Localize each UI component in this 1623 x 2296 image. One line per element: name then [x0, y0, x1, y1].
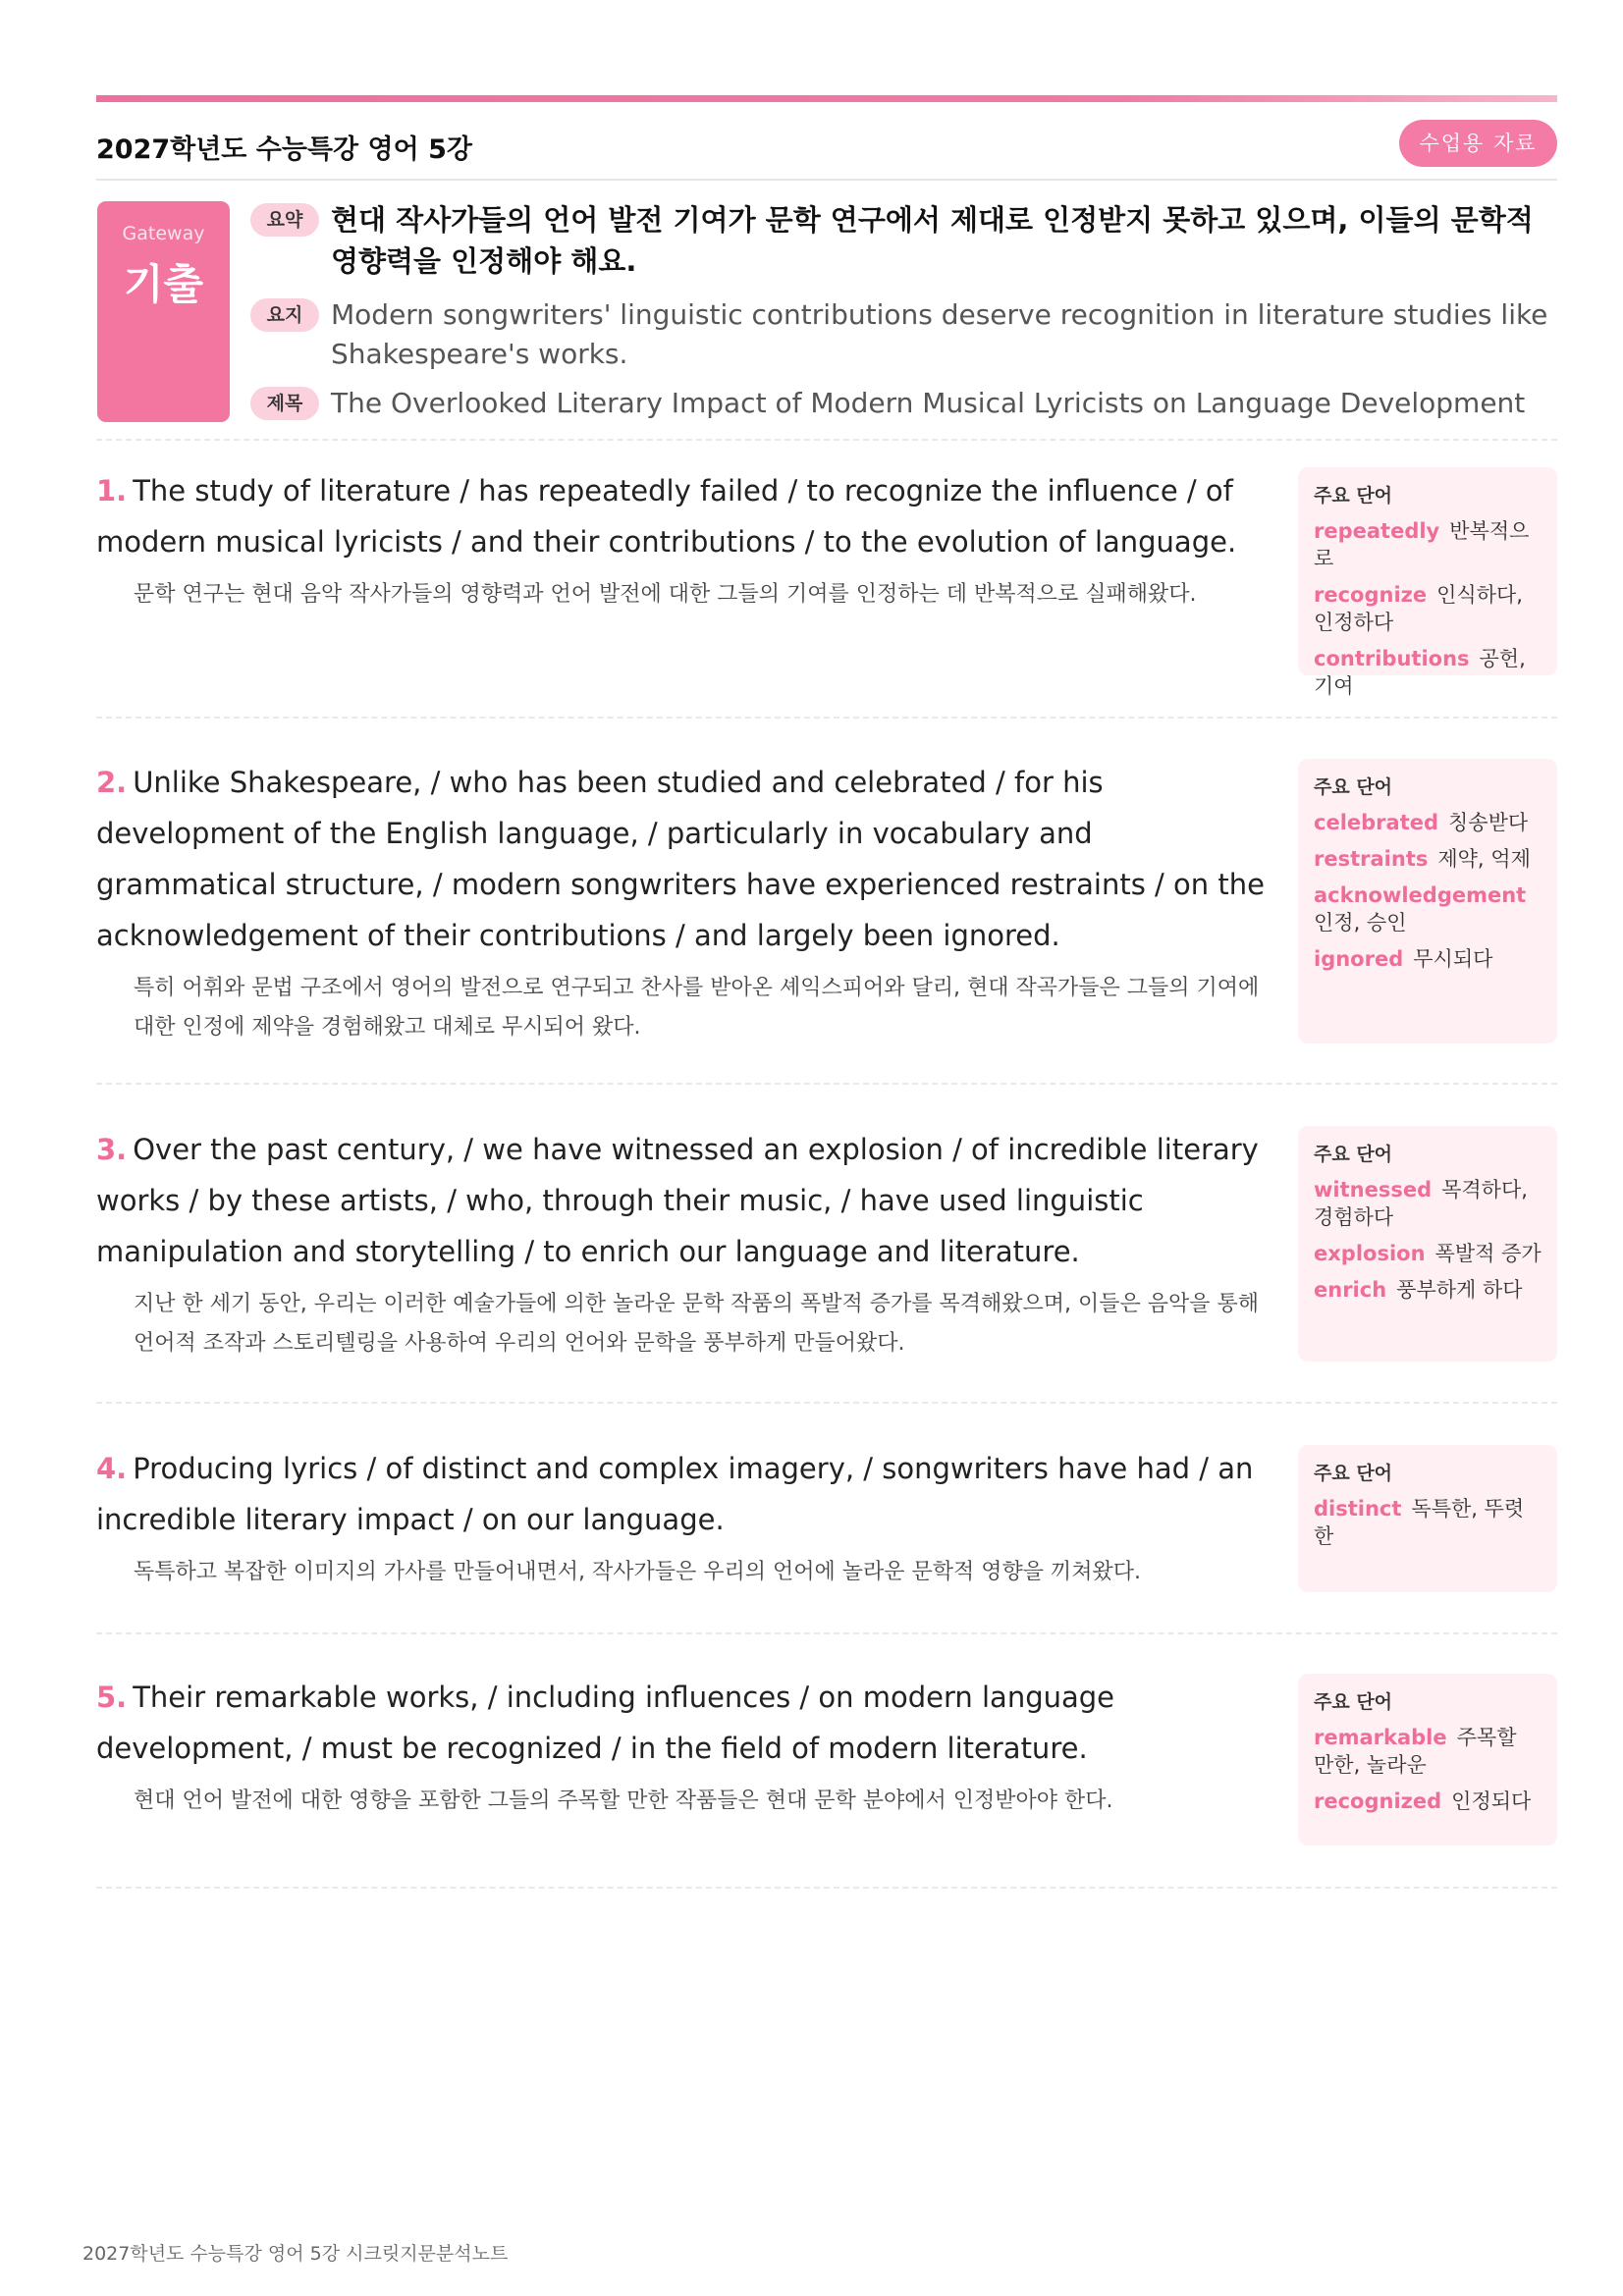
vocab-item [1314, 1176, 1542, 1231]
sentence-block [96, 1443, 1274, 1592]
sentence-korean: 지난 한 세기 동안, 우리는 이러한 예술가들에 의한 놀라운 문학 작품의 폭발적 증가를 목격해왔으며, 이들은 음악을 통해 언어적 조작과 스토리텔링을 사용하여 우리의 언어와 문학을 풍부하게 만들어왔다. [134, 1292, 1259, 1356]
sentence-number: 1. [96, 474, 128, 507]
sentence-english-text: Their remarkable works, / including influences / on modern language development, / must be recognized / in the field of modern literature. [96, 1681, 1115, 1765]
vocab-meaning: 독특한, 뚜렷한 [1314, 1497, 1525, 1548]
vocab-word: acknowledgement [1314, 883, 1527, 907]
sentence-block [96, 1672, 1274, 1821]
vocab-title: 주요 단어 [1314, 485, 1393, 507]
vocab-word: restraints [1314, 847, 1429, 871]
sentence-english-text: Unlike Shakespeare, / who has been studied and celebrated / for his development of the English language, / particularly in vocabulary and grammatical structure, / modern songwriters have experienced restraints / on the acknowledgement of their contributions / and largely been ignored. [96, 766, 1265, 952]
vocab-meaning: 반복적으로 [1314, 519, 1530, 570]
sentence-korean: 현대 언어 발전에 대한 영향을 포함한 그들의 주목할 만한 작품들은 현대 문학 분야에서 인정받아야 한다. [134, 1789, 1113, 1813]
vocab-box [1298, 759, 1557, 1043]
sentence-english [96, 757, 1274, 961]
material-badge: 수업용 자료 [1399, 120, 1557, 167]
summary-text: 현대 작사가들의 언어 발전 기여가 문학 연구에서 제대로 인정받지 못하고 있으며, 이들의 문학적 영향력을 인정해야 해요. [331, 203, 1534, 278]
vocab-word: recognized [1314, 1789, 1442, 1813]
vocab-meaning: 인식하다, 인정하다 [1314, 583, 1523, 634]
vocab-item [1314, 1788, 1542, 1815]
vocab-item [1314, 581, 1542, 636]
vocab-word: ignored [1314, 947, 1404, 971]
vocab-box [1298, 467, 1557, 698]
divider [96, 1632, 1557, 1634]
sentence-number: 2. [96, 766, 128, 799]
sentence-english [96, 465, 1274, 567]
vocab-meaning: 공헌, 기여 [1314, 647, 1526, 698]
sentence-korean: 독특하고 복잡한 이미지의 가사를 만들어내면서, 작사가들은 우리의 언어에 놀라운 문학적 영향을 끼쳐왔다. [134, 1560, 1142, 1584]
gist-text: Modern songwriters' linguistic contributions deserve recognition in literature studies like Shakespeare's works. [331, 298, 1548, 370]
vocab-item [1314, 1724, 1542, 1779]
vocab-box [1298, 1445, 1557, 1592]
sentence-korean: 문학 연구는 현대 음악 작사가들의 영향력과 언어 발전에 대한 그들의 기여를 인정하는 데 반복적으로 실패해왔다. [134, 582, 1197, 607]
vocab-word: witnessed [1314, 1178, 1433, 1201]
vocab-word: celebrated [1314, 811, 1439, 834]
gateway-main-label: 기출 [123, 260, 204, 308]
vocab-meaning: 칭송받다 [1448, 811, 1529, 834]
page-title: 2027학년도 수능특강 영어 5강 [96, 134, 472, 165]
vocab-box [1298, 1674, 1557, 1845]
vocab-word: contributions [1314, 647, 1470, 670]
sentence-english [96, 1443, 1274, 1545]
sentence-block [96, 757, 1274, 1047]
divider [96, 1402, 1557, 1404]
vocab-meaning: 목격하다, 경험하다 [1314, 1178, 1528, 1229]
vocab-word: repeatedly [1314, 519, 1440, 543]
sentence-english-text: The study of literature / has repeatedly failed / to recognize the influence / of modern musical lyricists / and their contributions / to the evolution of language. [96, 474, 1237, 559]
sentence-english-text: Producing lyrics / of distinct and complex imagery, / songwriters have had / an incredible literary impact / on our language. [96, 1452, 1254, 1536]
vocab-word: distinct [1314, 1497, 1402, 1521]
vocab-title: 주요 단어 [1314, 1691, 1393, 1713]
vocab-meaning: 폭발적 증가 [1434, 1242, 1542, 1265]
vocab-word: remarkable [1314, 1726, 1447, 1749]
page-footer: 2027학년도 수능특강 영어 5강 시크릿지문분석노트 [82, 2243, 509, 2265]
gist-pill: 요지 [250, 298, 319, 332]
title-text: The Overlooked Literary Impact of Modern Musical Lyricists on Language Development [331, 387, 1526, 419]
vocab-word: enrich [1314, 1278, 1387, 1302]
vocab-item [1314, 645, 1542, 700]
vocab-item [1314, 1495, 1542, 1550]
vocab-item [1314, 809, 1542, 836]
vocab-meaning: 풍부하게 하다 [1396, 1278, 1523, 1302]
summary-pill: 요약 [250, 203, 319, 237]
divider [96, 1083, 1557, 1085]
sentence-block [96, 465, 1274, 614]
vocab-title: 주요 단어 [1314, 1463, 1393, 1484]
divider [96, 717, 1557, 719]
vocab-meaning: 주목할 만한, 놀라운 [1314, 1726, 1517, 1777]
sentence-number: 5. [96, 1681, 128, 1714]
vocab-title: 주요 단어 [1314, 1144, 1393, 1165]
gateway-box [97, 201, 230, 422]
vocab-box [1298, 1126, 1557, 1362]
vocab-item [1314, 1276, 1542, 1304]
vocab-title: 주요 단어 [1314, 776, 1393, 798]
vocab-item [1314, 945, 1542, 973]
sentence-english [96, 1672, 1274, 1774]
title-pill: 제목 [250, 387, 319, 420]
vocab-word: explosion [1314, 1242, 1426, 1265]
sentence-block [96, 1124, 1274, 1363]
top-accent-line [96, 95, 1557, 102]
sentence-korean: 특히 어휘와 문법 구조에서 영어의 발전으로 연구되고 찬사를 받아온 셰익스피어와 달리, 현대 작곡가들은 그들의 기여에 대한 인정에 제약을 경험해왔고 대체로 무시되어 왔다. [134, 976, 1260, 1040]
vocab-meaning: 인정되다 [1451, 1789, 1532, 1813]
sentence-english [96, 1124, 1274, 1277]
divider [96, 1887, 1557, 1889]
sentence-number: 3. [96, 1133, 128, 1166]
sentence-number: 4. [96, 1452, 128, 1485]
divider [96, 439, 1557, 441]
vocab-meaning: 인정, 승인 [1314, 911, 1407, 934]
vocab-meaning: 제약, 억제 [1437, 847, 1531, 871]
vocab-meaning: 무시되다 [1413, 947, 1493, 971]
vocab-item [1314, 845, 1542, 873]
vocab-item [1314, 881, 1542, 936]
sentence-english-text: Over the past century, / we have witnessed an explosion / of incredible literary works / by these artists, / who, through their music, / have used linguistic manipulation and storytelling / to enrich our language and literature. [96, 1133, 1259, 1268]
vocab-word: recognize [1314, 583, 1428, 607]
gateway-sub-label: Gateway [122, 223, 205, 244]
vocab-item [1314, 1240, 1542, 1267]
page-header [96, 120, 1557, 181]
vocab-item [1314, 517, 1542, 572]
